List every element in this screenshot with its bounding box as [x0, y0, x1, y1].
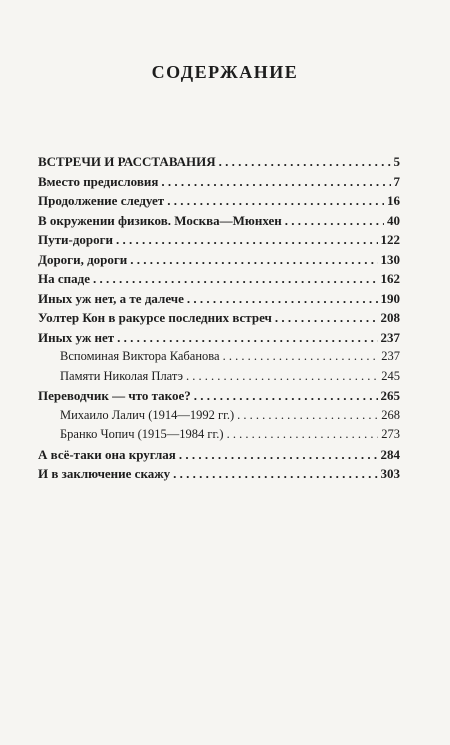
toc-entry-page: 237 [380, 329, 400, 345]
toc-entry [38, 289, 400, 309]
toc-subentry [38, 425, 400, 445]
toc-entry-label: ВСТРЕЧИ И РАССТАВАНИЯ [38, 154, 216, 169]
toc-entry-page: 265 [380, 388, 400, 403]
leader-dots [167, 191, 384, 211]
toc-entry [38, 308, 400, 328]
toc-entry-label: Вспоминая Виктора Кабанова [60, 349, 220, 363]
toc-entry-label: На спаде [38, 271, 90, 286]
toc-entry-page: 40 [387, 212, 400, 228]
toc-entry-label: А всё-таки она круглая [38, 446, 176, 462]
leader-dots [173, 464, 377, 484]
toc-entry-page: 284 [380, 446, 400, 462]
leader-dots [227, 425, 379, 445]
toc-entry-label: Иных уж нет, а те далече [38, 290, 184, 306]
toc-entry-label: Уолтер Кон в ракурсе последних встреч [38, 310, 272, 325]
toc-entry [38, 386, 400, 406]
leader-dots [130, 250, 377, 270]
toc-entry [38, 445, 400, 465]
toc-entry-page: 245 [381, 368, 400, 383]
toc-entry [38, 152, 400, 172]
page-title: СОДЕРЖАНИЕ [151, 62, 299, 82]
leader-dots [161, 172, 390, 192]
leader-dots [237, 406, 378, 426]
toc-entry-page: 7 [393, 173, 400, 189]
toc-entry-label: Продолжение следует [38, 193, 165, 208]
toc-entry-page: 237 [381, 349, 400, 363]
toc-entry-page: 273 [381, 427, 400, 441]
toc-entry [38, 269, 400, 289]
toc-entry-page: 208 [380, 310, 400, 325]
toc-entry-label: В окружении физиков. Москва—Мюнхен [38, 212, 282, 228]
toc-entry [38, 211, 400, 231]
toc-entry-label: Вместо предисловия [38, 173, 159, 189]
toc-entry-page: 5 [393, 154, 400, 169]
leader-dots [223, 347, 379, 367]
toc-subentry [38, 367, 400, 387]
toc-entry-page: 162 [380, 271, 400, 286]
toc-entry-page: 303 [380, 466, 400, 481]
toc-entry-label: Дороги, дороги [38, 251, 128, 267]
toc-entry-page: 190 [380, 290, 400, 306]
leader-dots [93, 269, 378, 289]
toc-entry-label: Пути-дороги [38, 232, 114, 247]
leader-dots [179, 445, 378, 465]
toc-entry [38, 328, 400, 348]
leader-dots [116, 230, 377, 250]
toc-entry [38, 230, 400, 250]
toc-subentry [38, 347, 400, 367]
toc-entry [38, 250, 400, 270]
toc-entry-label: Михаило Лалич (1914—1992 гг.) [60, 407, 235, 422]
table-of-contents [38, 152, 400, 484]
leader-dots [186, 367, 378, 387]
toc-entry-page: 16 [387, 193, 400, 208]
toc-entry [38, 464, 400, 484]
leader-dots [219, 152, 391, 172]
toc-entry [38, 172, 400, 192]
toc-subentry [38, 406, 400, 426]
toc-entry-label: Бранко Чопич (1915—1984 гг.) [60, 427, 224, 441]
toc-entry-label: Переводчик — что такое? [38, 388, 191, 403]
toc-entry-page: 130 [380, 251, 400, 267]
toc-entry-page: 268 [381, 407, 400, 422]
leader-dots [275, 308, 378, 328]
leader-dots [117, 328, 377, 348]
toc-entry-page: 122 [380, 232, 400, 247]
toc-entry-label: Иных уж нет [38, 329, 115, 345]
toc-entry [38, 191, 400, 211]
leader-dots [187, 289, 378, 309]
toc-entry-label: Памяти Николая Платэ [60, 368, 184, 383]
leader-dots [285, 211, 384, 231]
leader-dots [194, 386, 378, 406]
toc-entry-label: И в заключение скажу [38, 466, 171, 481]
